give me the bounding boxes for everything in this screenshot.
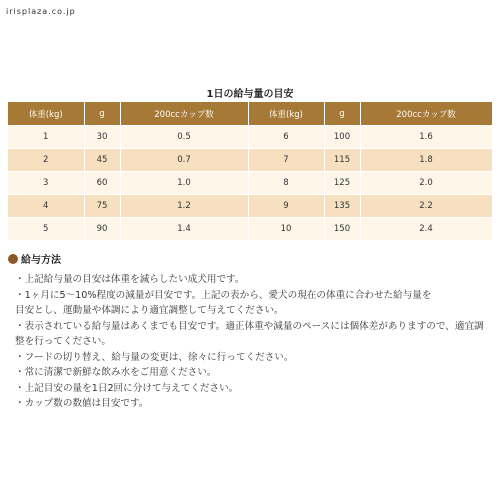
- header-grams: g: [324, 102, 360, 126]
- table-cell: 1.6: [360, 126, 492, 149]
- table-cell: 75: [84, 195, 120, 218]
- feeding-method-heading: [8, 251, 61, 266]
- header-cups: 200ccカップ数: [120, 102, 248, 126]
- table-cell: 1.2: [120, 195, 248, 218]
- note-line: 目安とし、運動量や体調により適宜調整して与えてください。: [15, 305, 284, 316]
- feeding-method-title: 給与方法: [21, 255, 61, 266]
- table-cell: 1.0: [120, 172, 248, 195]
- table-cell: 3: [8, 172, 84, 195]
- table-cell: 5: [8, 218, 84, 241]
- feeding-notes: [15, 272, 493, 412]
- table-cell: 4: [8, 195, 84, 218]
- table-title: 1日の給与量の目安: [206, 89, 294, 100]
- table-cell: 8: [248, 172, 324, 195]
- table-cell: 2.0: [360, 172, 492, 195]
- table-row: [8, 172, 492, 195]
- table-cell: 0.5: [120, 126, 248, 149]
- table-row: [8, 218, 492, 241]
- table-header-row: [8, 102, 492, 126]
- feeding-table: [8, 102, 493, 241]
- table-cell: 7: [248, 149, 324, 172]
- table-cell: 1.4: [120, 218, 248, 241]
- note-line: ・1ヶ月に5～10%程度の減量が目安です。上記の表から、愛犬の現在の体重に合わせた給与量を: [15, 289, 432, 301]
- table-cell: 45: [84, 149, 120, 172]
- table-cell: 2.2: [360, 195, 492, 218]
- header-weight: 体重(kg): [248, 102, 324, 126]
- table-cell: 60: [84, 172, 120, 195]
- table-cell: 30: [84, 126, 120, 149]
- header-grams: g: [84, 102, 120, 126]
- table-row: [8, 195, 492, 218]
- table-cell: 1.8: [360, 149, 492, 172]
- note-line: ・上記給与量の目安は体重を減らしたい成犬用です。: [15, 274, 245, 285]
- table-cell: 125: [324, 172, 360, 195]
- table-cell: 115: [324, 149, 360, 172]
- note-line: ・カップ数の数値は目安です。: [15, 398, 149, 409]
- table-cell: 9: [248, 195, 324, 218]
- table-cell: 150: [324, 218, 360, 241]
- table-row: [8, 126, 492, 149]
- table-cell: 100: [324, 126, 360, 149]
- table-row: [8, 149, 492, 172]
- table-cell: 2.4: [360, 218, 492, 241]
- table-cell: 1: [8, 126, 84, 149]
- header-weight: 体重(kg): [8, 102, 84, 126]
- table-cell: 6: [248, 126, 324, 149]
- table-cell: 2: [8, 149, 84, 172]
- table-cell: 135: [324, 195, 360, 218]
- note-line: ・常に清潔で新鮮な飲み水をご用意ください。: [15, 367, 217, 378]
- site-url: irisplaza.co.jp: [6, 7, 76, 16]
- brown-dot-icon: [8, 254, 18, 264]
- note-line: ・フードの切り替え、給与量の変更は、徐々に行ってください。: [15, 351, 294, 363]
- table-cell: 90: [84, 218, 120, 241]
- header-cups: 200ccカップ数: [360, 102, 492, 126]
- note-line: ・上記目安の量を1日2回に分けて与えてください。: [15, 382, 239, 394]
- table-cell: 0.7: [120, 149, 248, 172]
- table-cell: 10: [248, 218, 324, 241]
- note-line: ・表示されている給与量はあくまでも目安です。適正体重や減量のペースには個体差がありますので、適宜調整を行ってください。: [15, 320, 484, 347]
